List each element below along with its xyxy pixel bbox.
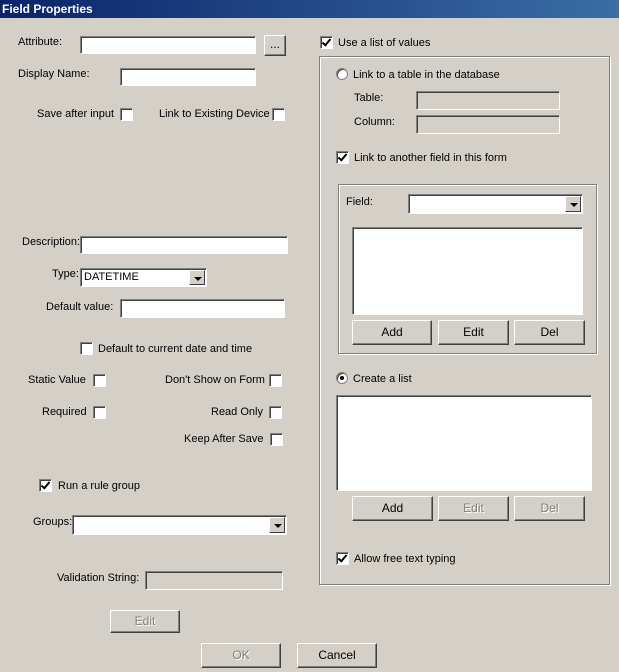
chevron-down-icon[interactable]	[269, 517, 285, 533]
field-select[interactable]	[408, 194, 583, 214]
table-input[interactable]	[416, 91, 560, 110]
link-table-label: Link to a table in the database	[353, 69, 500, 81]
window-title: Field Properties	[0, 0, 619, 18]
create-list-listbox[interactable]	[336, 395, 592, 491]
run-rule-group-label: Run a rule group	[58, 480, 140, 492]
default-value-label: Default value:	[46, 301, 114, 313]
link-existing-device-checkbox[interactable]	[272, 108, 285, 121]
use-list-label: Use a list of values	[338, 37, 431, 49]
column-input[interactable]	[416, 115, 560, 134]
attribute-label: Attribute:	[18, 36, 63, 48]
create-list-label: Create a list	[353, 373, 412, 385]
display-name-label: Display Name:	[18, 68, 90, 80]
allow-free-text-label: Allow free text typing	[354, 553, 456, 565]
ok-button[interactable]: OK	[201, 643, 281, 668]
dont-show-checkbox[interactable]	[269, 374, 282, 387]
field-add-button[interactable]: Add	[352, 320, 432, 345]
description-label: Description:	[22, 236, 81, 248]
groups-label: Groups:	[33, 516, 73, 528]
keep-after-save-label: Keep After Save	[184, 433, 264, 445]
groups-select[interactable]	[72, 515, 287, 535]
create-list-radio[interactable]	[336, 372, 348, 384]
validation-input[interactable]	[145, 571, 283, 590]
default-current-label: Default to current date and time	[98, 343, 253, 355]
save-after-input-checkbox[interactable]	[120, 108, 133, 121]
read-only-checkbox[interactable]	[269, 406, 282, 419]
field-listbox[interactable]	[352, 227, 583, 315]
list-edit-button[interactable]: Edit	[438, 496, 509, 521]
chevron-down-icon[interactable]	[565, 196, 581, 212]
edit-button[interactable]: Edit	[110, 610, 180, 633]
link-field-label: Link to another field in this form	[354, 152, 507, 164]
attribute-browse-button[interactable]: ...	[264, 35, 286, 56]
default-value-input[interactable]	[120, 299, 285, 318]
type-select[interactable]: DATETIME	[80, 268, 207, 287]
link-field-checkbox[interactable]	[336, 151, 349, 164]
validation-label: Validation String:	[57, 572, 140, 584]
chevron-down-icon[interactable]	[189, 270, 205, 285]
run-rule-group-checkbox[interactable]	[39, 479, 52, 492]
required-label: Required	[42, 406, 87, 418]
type-label: Type:	[52, 268, 79, 280]
description-input[interactable]	[80, 236, 288, 254]
link-existing-device-label: Link to Existing Device	[159, 108, 270, 120]
display-name-input[interactable]	[120, 68, 256, 86]
cancel-button[interactable]: Cancel	[297, 643, 377, 668]
field-edit-button[interactable]: Edit	[438, 320, 509, 345]
static-value-checkbox[interactable]	[93, 374, 106, 387]
static-value-label: Static Value	[28, 374, 86, 386]
table-label: Table:	[354, 92, 384, 104]
attribute-input[interactable]	[80, 36, 256, 54]
required-checkbox[interactable]	[93, 406, 106, 419]
list-add-button[interactable]: Add	[352, 496, 433, 521]
field-label: Field:	[346, 196, 373, 208]
column-label: Column:	[354, 116, 395, 128]
keep-after-save-checkbox[interactable]	[270, 433, 283, 446]
list-del-button[interactable]: Del	[514, 496, 585, 521]
dont-show-label: Don't Show on Form	[165, 374, 265, 386]
default-current-checkbox[interactable]	[80, 342, 93, 355]
save-after-input-label: Save after input	[37, 108, 115, 120]
use-list-checkbox[interactable]	[320, 36, 333, 49]
link-table-radio[interactable]	[336, 68, 348, 80]
allow-free-text-checkbox[interactable]	[336, 552, 349, 565]
field-del-button[interactable]: Del	[514, 320, 585, 345]
read-only-label: Read Only	[211, 406, 263, 418]
